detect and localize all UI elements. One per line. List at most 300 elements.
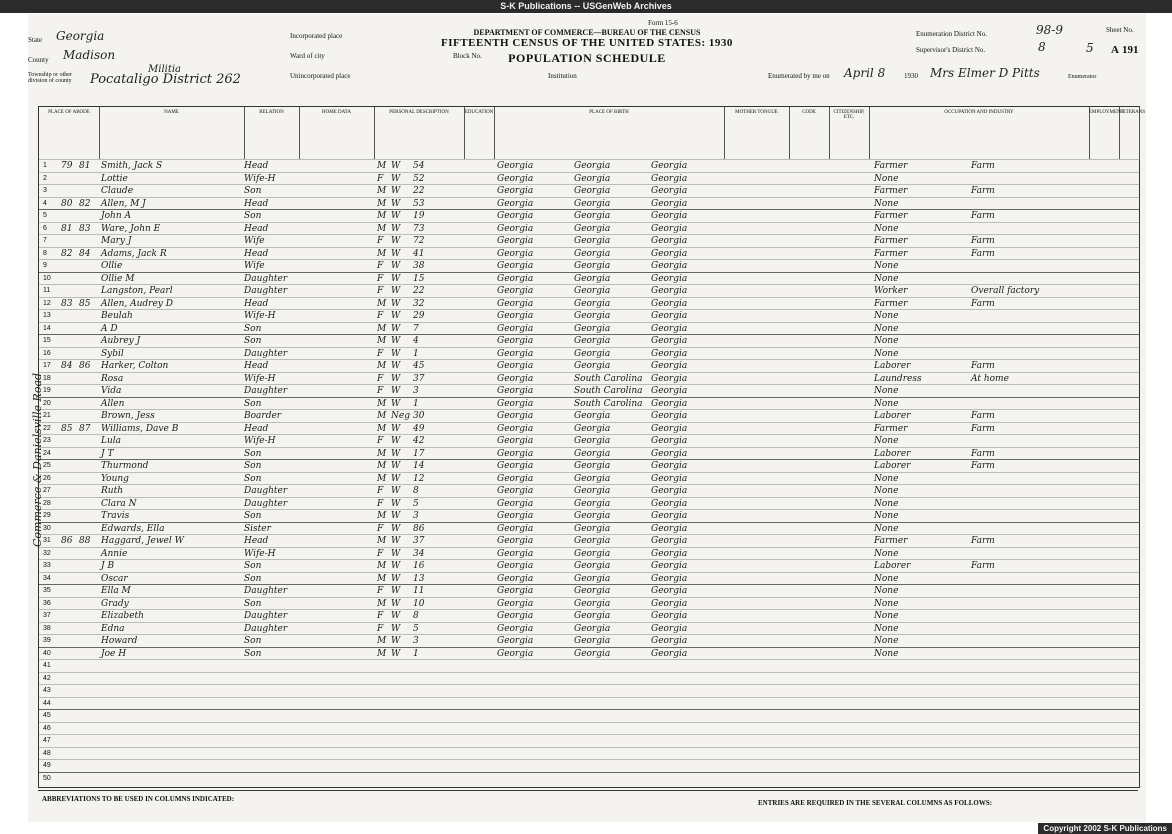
- line-number: 16: [43, 349, 51, 357]
- cell-d: [61, 585, 79, 597]
- cell-name: Ware, John E: [101, 223, 161, 234]
- cell-age: 16: [413, 561, 425, 571]
- cell-pob: Georgia: [497, 323, 534, 334]
- cell-sex: F: [377, 623, 384, 634]
- cell-ind: [971, 348, 1051, 360]
- cell-fpob: Georgia: [574, 436, 611, 446]
- line-number: 20: [43, 399, 51, 407]
- line-number: 22: [43, 424, 51, 432]
- cell-fpob: Georgia: [574, 536, 611, 546]
- cell-name: Travis: [101, 511, 130, 521]
- cell-age: 14: [413, 461, 425, 471]
- sd-value: 8: [1038, 40, 1046, 54]
- cell-occ: None: [874, 586, 899, 596]
- cell-d: [61, 323, 79, 335]
- cell-fpob: Georgia: [574, 361, 611, 371]
- cell-d: [61, 285, 79, 297]
- cell-f: [79, 448, 97, 460]
- sd-label: Supervisor's District No.: [916, 46, 986, 54]
- archive-banner: S-K Publications -- USGenWeb Archives: [0, 0, 1172, 13]
- cell-name: Allen: [101, 398, 125, 409]
- county-label: County: [28, 56, 49, 64]
- cell-occ: None: [874, 261, 899, 271]
- cell-age: 34: [413, 548, 425, 559]
- cell-fpob: Georgia: [574, 186, 611, 196]
- cell-ind: [971, 623, 1051, 635]
- cell-fpob: Georgia: [574, 586, 611, 596]
- cell-occ: None: [874, 623, 899, 634]
- cell-rel: Daughter: [244, 586, 288, 596]
- cell-race: W: [391, 361, 401, 371]
- cell-f: [79, 573, 97, 585]
- cell-rel: Son: [244, 211, 262, 221]
- cell-mpob: Georgia: [651, 573, 688, 584]
- cell-occ: None: [874, 386, 899, 396]
- cell-fpob: South Carolina: [574, 386, 643, 396]
- cell-name: Elizabeth: [101, 611, 144, 621]
- cell-ind: [971, 573, 1051, 585]
- footer-right: ENTRIES ARE REQUIRED IN THE SEVERAL COLUMNS AS FOLLOWS:: [758, 799, 993, 807]
- cell-occ: None: [874, 548, 899, 559]
- cell-pob: Georgia: [497, 348, 534, 359]
- cell-name: Thurmond: [101, 461, 149, 471]
- line-number: 44: [43, 699, 51, 707]
- cell-f: [79, 485, 97, 497]
- cell-age: 5: [413, 623, 419, 634]
- cell-age: 3: [413, 386, 419, 396]
- cell-race: W: [391, 573, 401, 584]
- cell-sex: M: [377, 636, 387, 646]
- cell-pob: Georgia: [497, 186, 534, 196]
- cell-mpob: Georgia: [651, 461, 688, 471]
- cell-mpob: Georgia: [651, 423, 688, 434]
- cell-pob: Georgia: [497, 336, 534, 346]
- cell-rel: Daughter: [244, 611, 288, 621]
- cell-d: [61, 310, 79, 322]
- line-number: 31: [43, 537, 51, 544]
- cell-sex: M: [377, 198, 387, 209]
- cell-d: [61, 185, 79, 197]
- cell-mpob: Georgia: [651, 223, 688, 234]
- cell-f: 88: [79, 536, 91, 546]
- cell-fpob: Georgia: [574, 498, 611, 509]
- cell-d: [61, 410, 79, 422]
- cell-name: Ollie M: [101, 273, 135, 284]
- enumerated-label: Enumerated by me on: [768, 72, 830, 80]
- line-number: 25: [43, 462, 51, 469]
- line-number: 50: [43, 774, 51, 782]
- cell-fpob: Georgia: [574, 273, 611, 284]
- cell-d: [61, 523, 79, 535]
- cell-age: 38: [413, 261, 425, 271]
- line-number: 28: [43, 499, 51, 507]
- cell-d: [61, 173, 79, 185]
- cell-pob: Georgia: [497, 611, 534, 621]
- cell-fpob: Georgia: [574, 298, 611, 309]
- cell-mpob: Georgia: [651, 411, 688, 421]
- cell-mpob: Georgia: [651, 273, 688, 284]
- cell-fpob: Georgia: [574, 198, 611, 209]
- cell-occ: None: [874, 336, 899, 346]
- cell-name: Rosa: [101, 373, 124, 384]
- cell-occ: None: [874, 223, 899, 234]
- ward-label: Ward of city: [290, 52, 325, 60]
- cell-mpob: Georgia: [651, 548, 688, 559]
- township-note: Militia: [148, 64, 182, 75]
- line-number: 7: [43, 237, 47, 244]
- cell-rel: Daughter: [244, 498, 288, 509]
- state-value: Georgia: [56, 29, 105, 43]
- cell-mpob: Georgia: [651, 586, 688, 596]
- cell-pob: Georgia: [497, 648, 534, 659]
- cell-fpob: Georgia: [574, 461, 611, 471]
- cell-d: 85: [61, 423, 73, 434]
- cell-name: Beulah: [101, 311, 133, 321]
- cell-pob: Georgia: [497, 261, 534, 271]
- cell-occ: None: [874, 523, 899, 534]
- cell-pob: Georgia: [497, 298, 534, 309]
- cell-fpob: Georgia: [574, 248, 611, 259]
- cell-ind: [971, 523, 1051, 535]
- cell-age: 15: [413, 273, 425, 284]
- cell-age: 10: [413, 598, 425, 609]
- census-table: [31, 106, 1146, 788]
- cell-f: [79, 210, 97, 222]
- column-header: EMPLOYMENT: [1089, 107, 1120, 160]
- cell-mpob: Georgia: [651, 323, 688, 334]
- cell-f: 85: [79, 298, 91, 309]
- line-number: 45: [43, 712, 51, 719]
- cell-occ: None: [874, 511, 899, 521]
- cell-sex: F: [377, 586, 384, 596]
- cell-race: W: [391, 161, 401, 171]
- cell-race: W: [391, 473, 401, 484]
- cell-f: [79, 548, 97, 560]
- line-number: 49: [43, 762, 51, 769]
- cell-fpob: Georgia: [574, 173, 611, 184]
- cell-d: [61, 460, 79, 472]
- cell-mpob: Georgia: [651, 236, 688, 246]
- cell-sex: M: [377, 298, 387, 309]
- cell-sex: M: [377, 161, 387, 171]
- cell-ind: Farm: [971, 448, 995, 459]
- cell-mpob: Georgia: [651, 436, 688, 446]
- cell-f: [79, 235, 97, 247]
- line-number: 39: [43, 637, 51, 644]
- cell-race: W: [391, 461, 401, 471]
- cell-f: [79, 435, 97, 447]
- column-header: PLACE OF ABODE: [39, 107, 100, 160]
- cell-ind: Farm: [971, 161, 995, 171]
- cell-fpob: Georgia: [574, 486, 611, 496]
- cell-f: [79, 473, 97, 485]
- cell-age: 53: [413, 198, 425, 209]
- cell-age: 22: [413, 186, 425, 196]
- cell-sex: M: [377, 223, 387, 234]
- cell-d: [61, 348, 79, 360]
- cell-mpob: Georgia: [651, 561, 688, 571]
- cell-ind: [971, 335, 1051, 347]
- line-number: 17: [43, 362, 51, 369]
- cell-d: [61, 210, 79, 222]
- cell-rel: Wife-H: [244, 548, 276, 559]
- cell-pob: Georgia: [497, 548, 534, 559]
- cell-occ: Farmer: [874, 186, 908, 196]
- line-number: 23: [43, 437, 51, 444]
- cell-rel: Daughter: [244, 348, 288, 359]
- cell-sex: F: [377, 236, 384, 246]
- cell-pob: Georgia: [497, 448, 534, 459]
- cell-ind: Overall factory: [971, 286, 1040, 296]
- cell-d: 80: [61, 198, 73, 209]
- cell-name: J T: [101, 448, 114, 459]
- cell-sex: M: [377, 598, 387, 609]
- cell-name: Ella M: [101, 586, 131, 596]
- cell-mpob: Georgia: [651, 511, 688, 521]
- cell-fpob: Georgia: [574, 236, 611, 246]
- column-header: OCCUPATION AND INDUSTRY: [869, 107, 1090, 160]
- cell-age: 30: [413, 411, 425, 421]
- cell-d: [61, 235, 79, 247]
- cell-d: [61, 485, 79, 497]
- cell-pob: Georgia: [497, 248, 534, 259]
- line-number: 21: [43, 412, 51, 419]
- cell-f: [79, 623, 97, 635]
- cell-f: [79, 285, 97, 297]
- line-number: 8: [43, 249, 47, 257]
- cell-d: [61, 335, 79, 347]
- line-number: 47: [43, 737, 51, 744]
- cell-sex: M: [377, 461, 387, 471]
- cell-ind: Farm: [971, 211, 995, 221]
- cell-f: [79, 273, 97, 285]
- cell-sex: M: [377, 211, 387, 221]
- cell-pob: Georgia: [497, 598, 534, 609]
- cell-pob: Georgia: [497, 386, 534, 396]
- cell-name: Sybil: [101, 348, 124, 359]
- cell-age: 54: [413, 161, 425, 171]
- cell-pob: Georgia: [497, 223, 534, 234]
- cell-race: W: [391, 298, 401, 309]
- cell-f: [79, 310, 97, 322]
- cell-pob: Georgia: [497, 286, 534, 296]
- column-header: EDUCATION: [464, 107, 495, 160]
- cell-pob: Georgia: [497, 511, 534, 521]
- cell-race: W: [391, 561, 401, 571]
- cell-fpob: Georgia: [574, 286, 611, 296]
- block-label: Block No.: [453, 52, 482, 60]
- cell-rel: Wife-H: [244, 311, 276, 321]
- cell-age: 3: [413, 511, 419, 521]
- cell-ind: Farm: [971, 298, 995, 309]
- cell-d: [61, 398, 79, 410]
- county-value: Madison: [63, 48, 116, 62]
- cell-sex: M: [377, 511, 387, 521]
- sheet-suffix: A: [1111, 44, 1119, 56]
- cell-name: Aubrey J: [101, 336, 141, 346]
- cell-occ: None: [874, 311, 899, 321]
- cell-mpob: Georgia: [651, 248, 688, 259]
- cell-age: 37: [413, 373, 425, 384]
- side-note: Commerce & Danielsville Road: [31, 372, 44, 547]
- line-number: 37: [43, 612, 51, 619]
- line-number: 11: [43, 287, 51, 294]
- cell-mpob: Georgia: [651, 361, 688, 371]
- cell-age: 37: [413, 536, 425, 546]
- cell-ind: [971, 548, 1051, 560]
- cell-rel: Son: [244, 561, 262, 571]
- cell-d: 84: [61, 361, 73, 371]
- cell-pob: Georgia: [497, 311, 534, 321]
- cell-age: 22: [413, 286, 425, 296]
- cell-occ: None: [874, 648, 899, 659]
- cell-race: W: [391, 173, 401, 184]
- cell-sex: M: [377, 323, 387, 334]
- cell-ind: [971, 198, 1051, 210]
- cell-race: W: [391, 648, 401, 659]
- cell-pob: Georgia: [497, 423, 534, 434]
- sheet-label: Sheet No.: [1106, 26, 1134, 34]
- cell-pob: Georgia: [497, 211, 534, 221]
- line-number: 4: [43, 199, 47, 207]
- cell-name: Ruth: [101, 486, 123, 496]
- cell-age: 42: [413, 436, 425, 446]
- cell-race: W: [391, 198, 401, 209]
- cell-rel: Head: [244, 423, 269, 434]
- cell-ind: [971, 635, 1051, 647]
- cell-name: Ollie: [101, 261, 123, 271]
- cell-sex: F: [377, 548, 384, 559]
- column-header: CODE: [789, 107, 830, 160]
- cell-rel: Son: [244, 636, 262, 646]
- line-number: 33: [43, 562, 51, 569]
- cell-ind: Farm: [971, 461, 995, 471]
- cell-name: Lula: [101, 436, 122, 446]
- line-number: 36: [43, 599, 51, 607]
- cell-mpob: Georgia: [651, 298, 688, 309]
- cell-occ: Laundress: [874, 373, 922, 384]
- cell-pob: Georgia: [497, 236, 534, 246]
- cell-sex: F: [377, 498, 384, 509]
- cell-d: [61, 273, 79, 285]
- cell-mpob: Georgia: [651, 636, 688, 646]
- institution-label: Institution: [548, 72, 577, 80]
- cell-race: W: [391, 436, 401, 446]
- ed-label: Enumeration District No.: [916, 30, 987, 38]
- form-number: Form 15-6: [648, 19, 678, 27]
- cell-name: Smith, Jack S: [101, 161, 163, 171]
- cell-age: 32: [413, 298, 425, 309]
- enumerator-label: Enumerator: [1068, 74, 1097, 80]
- line-number: 5: [43, 212, 47, 219]
- cell-ind: [971, 173, 1051, 185]
- cell-occ: None: [874, 348, 899, 359]
- cell-d: [61, 573, 79, 585]
- cell-fpob: Georgia: [574, 348, 611, 359]
- copyright: Copyright 2002 S-K Publications: [1038, 823, 1172, 834]
- cell-f: [79, 460, 97, 472]
- schedule-title: POPULATION SCHEDULE: [508, 51, 666, 65]
- cell-pob: Georgia: [497, 198, 534, 209]
- cell-age: 45: [413, 361, 425, 371]
- enumerator-value: Mrs Elmer D Pitts: [930, 66, 1040, 80]
- cell-race: W: [391, 523, 401, 534]
- cell-f: [79, 260, 97, 272]
- cell-race: W: [391, 536, 401, 546]
- cell-ind: [971, 485, 1051, 497]
- cell-ind: Farm: [971, 423, 995, 434]
- cell-rel: Head: [244, 361, 269, 371]
- cell-f: [79, 585, 97, 597]
- cell-sex: F: [377, 386, 384, 396]
- cell-d: [61, 473, 79, 485]
- cell-race: W: [391, 336, 401, 346]
- cell-sex: M: [377, 398, 387, 409]
- cell-ind: Farm: [971, 561, 995, 571]
- cell-rel: Daughter: [244, 286, 288, 296]
- cell-f: [79, 335, 97, 347]
- cell-d: 81: [61, 223, 73, 234]
- line-number: 34: [43, 574, 51, 582]
- line-number: 48: [43, 749, 51, 757]
- cell-sex: F: [377, 261, 384, 271]
- table-row: [39, 772, 1139, 786]
- cell-pob: Georgia: [497, 536, 534, 546]
- column-header: NAME: [99, 107, 245, 160]
- cell-sex: M: [377, 473, 387, 484]
- cell-rel: Son: [244, 186, 262, 196]
- footer-title: ABBREVIATIONS TO BE USED IN COLUMNS INDICATED:: [42, 795, 235, 803]
- column-header: VETERANS: [1119, 107, 1140, 160]
- cell-d: [61, 548, 79, 560]
- cell-ind: Farm: [971, 186, 995, 196]
- cell-fpob: Georgia: [574, 611, 611, 621]
- cell-ind: Farm: [971, 361, 995, 371]
- cell-occ: None: [874, 198, 899, 209]
- line-number: 9: [43, 262, 47, 269]
- line-number: 38: [43, 624, 51, 632]
- cell-race: W: [391, 548, 401, 559]
- cell-age: 17: [413, 448, 425, 459]
- line-number: 12: [43, 299, 51, 307]
- cell-age: 12: [413, 473, 425, 484]
- cell-mpob: Georgia: [651, 536, 688, 546]
- cell-rel: Head: [244, 536, 269, 546]
- cell-age: 1: [413, 648, 419, 659]
- cell-d: [61, 510, 79, 522]
- cell-fpob: Georgia: [574, 598, 611, 609]
- cell-occ: Farmer: [874, 236, 908, 246]
- cell-fpob: Georgia: [574, 448, 611, 459]
- cell-rel: Son: [244, 336, 262, 346]
- cell-mpob: Georgia: [651, 336, 688, 346]
- cell-ind: Farm: [971, 236, 995, 246]
- cell-race: W: [391, 348, 401, 359]
- cell-age: 7: [413, 323, 419, 334]
- line-number: 43: [43, 687, 51, 694]
- cell-ind: Farm: [971, 536, 995, 546]
- cell-rel: Son: [244, 323, 262, 334]
- cell-fpob: Georgia: [574, 648, 611, 659]
- cell-pob: Georgia: [497, 398, 534, 409]
- cell-occ: None: [874, 611, 899, 621]
- cell-race: W: [391, 223, 401, 234]
- cell-occ: Laborer: [874, 448, 911, 459]
- cell-pob: Georgia: [497, 411, 534, 421]
- cell-name: Allen, Audrey D: [101, 298, 173, 309]
- abbreviations-footer: [38, 790, 1138, 821]
- cell-name: Edna: [101, 623, 125, 634]
